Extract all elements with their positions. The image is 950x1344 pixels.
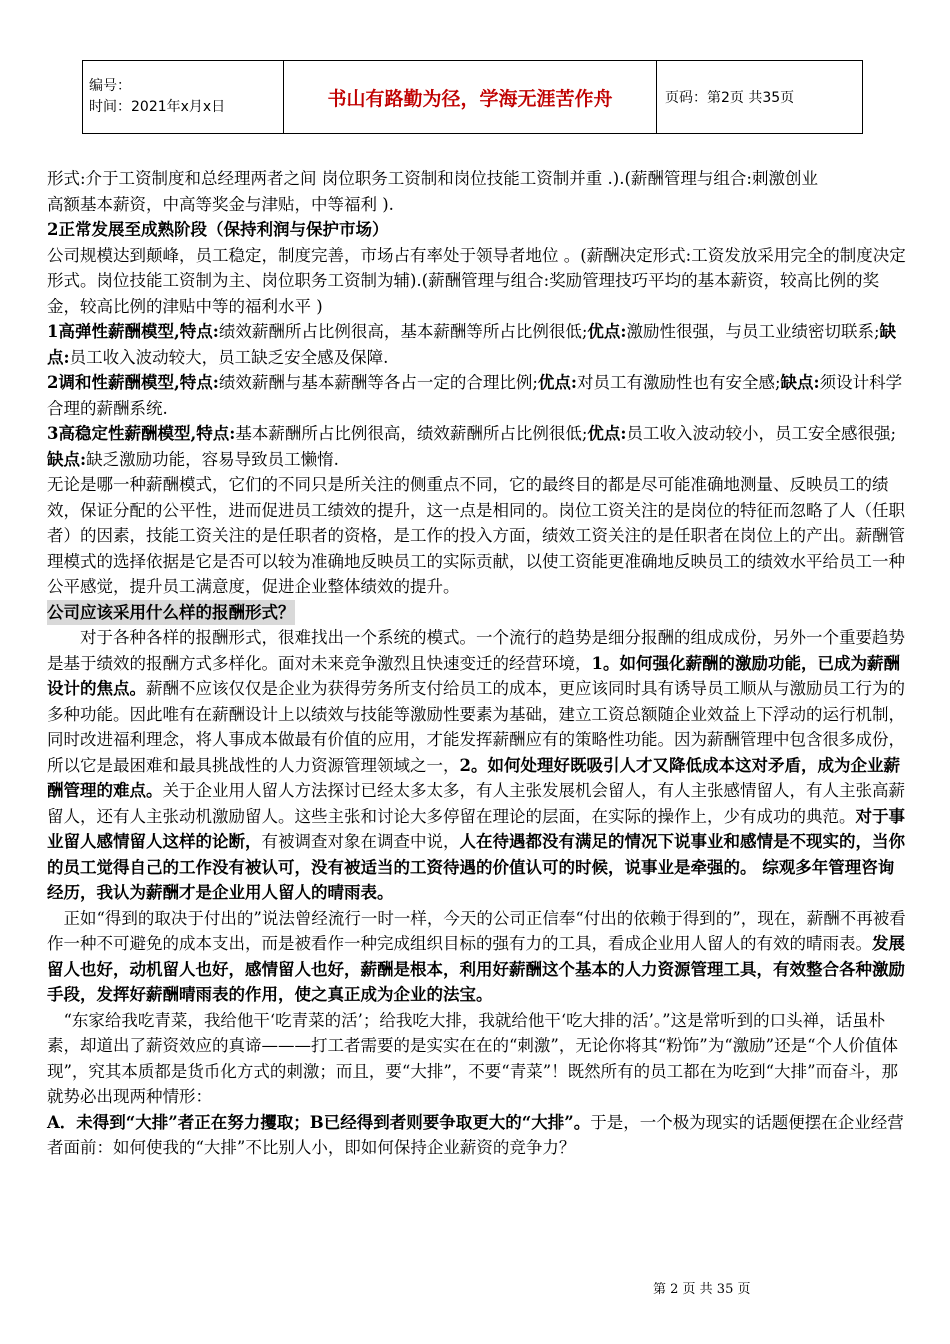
model-2: 2调和性薪酬模型,特点:绩效薪酬与基本薪酬等各占一定的合理比例;优点:对员工有激励性也有安全感;缺点:须设计科学合理的薪酬系统.: [47, 373, 903, 418]
paragraph: A．未得到“大排”者正在努力攫取；B已经得到者则要争取更大的“大排”。于是，一个极为现实的话题便摆在企业经营者面前：如何使我的“大排”不比别人小，即如何保持企业薪资的竞争力？: [47, 1112, 904, 1157]
paragraph: 正如“得到的取决于付出的”说法曾经流行一时一样，今天的公司正信奉“付出的依赖于得到的”，现在，薪酬不再被看作一种不可避免的成本支出，而是被看作一种完成组织目标的强有力的工具，看成企业用人留人的有效的晴雨表。发展留人也好，动机留人也好，感情留人也好，薪酬是根本，利用好薪酬这个基本的人力资源管理工具，有效整合各种激励手段，发挥好薪酬晴雨表的作用，使之真正成为企业的法宝。: [47, 908, 906, 1004]
paragraph: “东家给我吃青菜，我给他干‘吃青菜的活’；给我吃大排，我就给他干‘吃大排的活’。”这是常听到的口头禅，话虽朴素，却道出了薪资效应的真谛———打工者需要的是实实在在的“刺激”，无论你将其“粉饰”为“激励”还是“个人价值体现”，究其本质都是货币化方式的刺激；而且，要“大排”，不要“青菜”！既然所有的员工都在为吃到“大排”而奋斗，那就势必出现两种情形：: [47, 1010, 899, 1106]
paragraph: 对于各种各样的报酬形式，很难找出一个系统的模式。一个流行的趋势是细分报酬的组成成份，另外一个重要趋势是基于绩效的报酬方式多样化。面对未来竞争激烈且快速变迁的经营环境，1。如何强化薪酬的激励功能，已成为薪酬设计的焦点。薪酬不应该仅仅是企业为获得劳务所支付给员工的成本，更应该同时具有诱导员工顺从与激励员工行为的多种功能。因此唯有在薪酬设计上以绩效与技能等激励性要素为基础，建立工资总额随企业效益上下浮动的运行机制，同时改进福利理念，将人事成本做最有价值的应用，才能发挥薪酬应有的策略性功能。因为薪酬管理中包含很多成份，所以它是最困难和最具挑战性的人力资源管理领域之一，2。如何处理好既吸引人才又降低成本这对矛盾，成为企业薪酬管理的难点。关于企业用人留人方法探讨已经太多太多，有人主张发展机会留人，有人主张感情留人，有人主张高薪留人，还有人主张动机激励留人。这些主张和讨论大多停留在理论的层面，在实际的操作上，少有成功的典范。对于事业留人感情留人这样的论断，有被调查对象在调查中说，人在待遇都没有满足的情况下说事业和感情是不现实的，当你的员工觉得自己的工作没有被认可，没有被适当的工资待遇的价值认可的时候，说事业是牵强的。 综观多年管理咨询经历，我认为薪酬才是企业用人留人的晴雨表。: [47, 628, 905, 902]
model-1: 1高弹性薪酬模型,特点:绩效薪酬所占比例很高，基本薪酬等所占比例很低;优点:激励性很强，与员工业绩密切联系;缺点:员工收入波动较大，员工缺乏安全感及保障.: [47, 322, 897, 367]
header-table: [82, 60, 863, 134]
motto: 书山有路勤为径，学海无涯苦作舟: [284, 61, 657, 134]
paragraph: 公司规模达到颠峰，员工稳定，制度完善，市场占有率处于领导者地位 。(薪酬决定形式:工资发放采用完全的制度决定形式。岗位技能工资制为主、岗位职务工资制为辅).(薪酬管理与组合:奖励管理技巧平均的基本薪资，较高比例的奖金，较高比例的津贴中等的福利水平 ): [47, 245, 906, 316]
paragraph: 高额基本薪资，中高等奖金与津贴，中等福利 ).: [47, 194, 394, 214]
paragraph: 无论是哪一种薪酬模式，它们的不同只是所关注的侧重点不同，它的最终目的都是尽可能准确地测量、反映员工的绩效，保证分配的公平性，进而促进员工绩效的提升，这一点是相同的。岗位工资关注的是岗位的特征而忽略了人（任职者）的因素，技能工资关注的是任职者的资格，是工作的投入方面，绩效工资关注的是任职者在岗位上的产出。薪酬管理模式的选择依据是它是否可以较为准确地反映员工的实际贡献，以使工资能更准确地反映员工的绩效水平给员工一种公平感觉，提升员工满意度，促进企业整体绩效的提升。: [47, 475, 905, 596]
stage-heading: 2正常发展至成熟阶段（保持利润与保护市场）: [47, 220, 389, 239]
header-left-cell: [83, 61, 284, 134]
date-label: 时间：2021年x月x日: [89, 99, 226, 115]
model-3: 3高稳定性薪酬模型,特点:基本薪酬所占比例很高，绩效薪酬所占比例很低;优点:员工收入波动较小，员工安全感很强;缺点:缺乏激励功能，容易导致员工懒惰.: [47, 424, 897, 469]
page-label: 页码：第2页 共35页: [657, 61, 863, 134]
section-heading: 公司应该采用什么样的报酬形式？: [47, 600, 295, 626]
page-footer: 第 2 页 共 35 页: [653, 1282, 751, 1297]
section-heading-row: [47, 600, 909, 626]
paragraph: 形式:介于工资制度和总经理两者之间 岗位职务工资制和岗位技能工资制并重 .).(薪酬管理与组合:刺激创业: [47, 169, 818, 188]
number-label: 编号：: [89, 78, 131, 94]
document-body: [47, 166, 909, 1161]
